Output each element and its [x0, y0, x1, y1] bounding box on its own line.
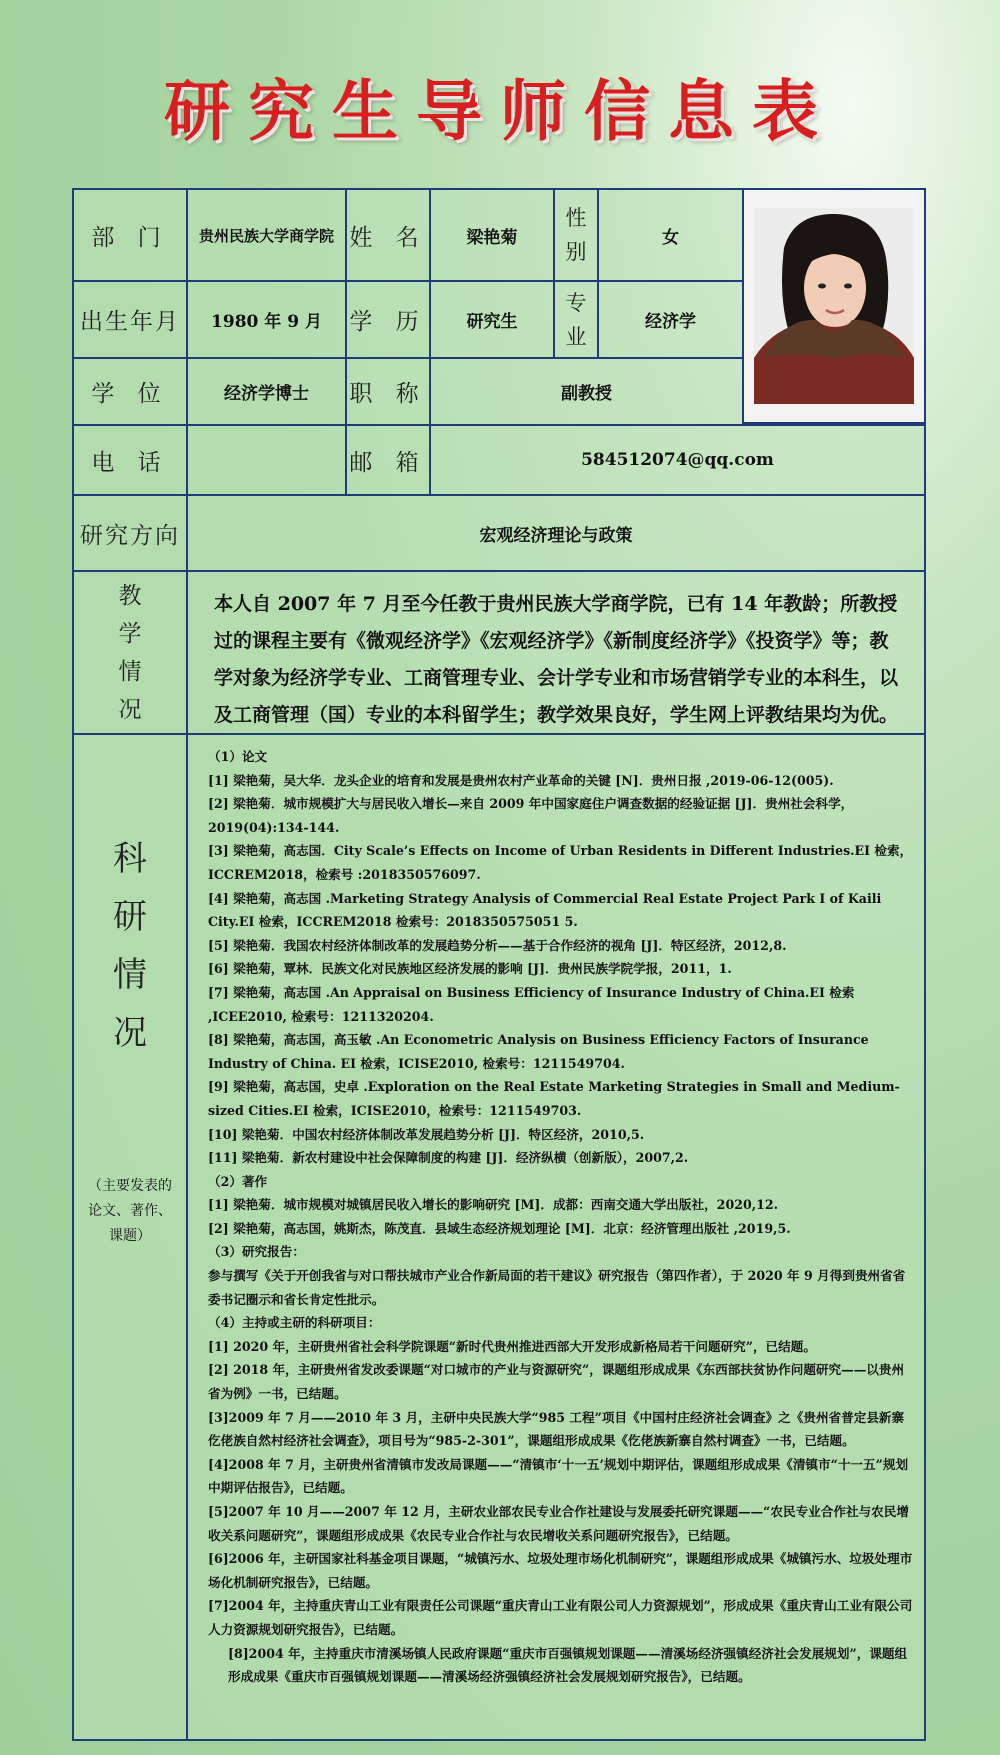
portrait-illustration: [754, 208, 914, 404]
research-line: （3）研究报告：: [208, 1244, 305, 1260]
teaching-content: 本人自 2007 年 7 月至今任教于贵州民族大学商学院，已有 14 年教龄；所教授过的课程主要有《微观经济学》《宏观经济学》《新制度经济学》《投资学》等；教学对象为经济学专业、工商管理专业、会计学专业和市场营销学专业的本科生，以及工商管理（国）专业的本科留学生；教学效果良好，学生网上评教结果均为优。: [214, 593, 899, 726]
teaching-content-cell: [186, 570, 926, 735]
research-line: [9] 梁艳菊，高志国，史卓 .Exploration on the Real Estate Marketing Strategies in Small and Medium-sized Cities.EI 检索，ICISE2010，检索号：1211549703.: [208, 1079, 900, 1118]
title-label-cell: [345, 357, 431, 426]
major-label-cell: [553, 280, 599, 359]
education-value-cell: [429, 280, 555, 359]
gender-label-cell: [553, 188, 599, 282]
title-value-cell: [429, 357, 744, 426]
research-line: [1] 梁艳菊，吴大华．龙头企业的培育和发展是贵州农村产业革命的关键 [N]．贵州日报 ,2019-06-12(005).: [208, 772, 834, 788]
portrait-photo: [754, 208, 914, 404]
department-value: 贵州民族大学商学院: [198, 226, 334, 245]
research-line: [7]2004 年，主持重庆青山工业有限责任公司课题“重庆青山工业有限公司人力资源规划”，形成成果《重庆青山工业有限公司人力资源规划研究报告》，已结题。: [208, 1598, 913, 1637]
department-value-cell: [186, 188, 347, 282]
teaching-label: 教学情况: [118, 582, 142, 723]
name-value-cell: [429, 188, 555, 282]
title-value: 副教授: [561, 384, 612, 404]
research-line: [7] 梁艳菊，高志国 .An Appraisal on Business Efficiency of Insurance Industry of China.EI 检索 ,ICEE2010, 检索号：1211320204.: [208, 984, 855, 1024]
email-label: 邮 箱: [349, 449, 427, 476]
birth-value-cell: [186, 280, 347, 359]
education-label-cell: [345, 280, 431, 359]
birth-label-cell: [72, 280, 188, 359]
teaching-label-cell: [72, 570, 188, 735]
major-value-cell: [597, 280, 744, 359]
phone-label-cell: [72, 424, 188, 496]
email-value: 584512074@qq.com: [581, 450, 774, 470]
research-line: [2] 梁艳菊．城市规模扩大与居民收入增长—来自 2009 年中国家庭住户调查数据的经验证据 [J]．贵州社会科学，2019(04):134-144.: [208, 796, 854, 835]
research-line: [2] 梁艳菊，高志国，姚斯杰，陈茂直．县域生态经济规划理论 [M]．北京：经济管理出版社 ,2019,5.: [208, 1220, 791, 1236]
research-line: [5] 梁艳菊．我国农村经济体制改革的发展趋势分析——基于合作经济的视角 [J]．特区经济，2012,8.: [208, 937, 787, 953]
research-line: （4）主持或主研的科研项目：: [208, 1315, 381, 1331]
research-content-cell: [186, 733, 926, 1741]
research-label-cell: [72, 733, 188, 1741]
major-label: 专业: [565, 290, 587, 349]
direction-value: 宏观经济理论与政策: [479, 525, 633, 546]
research-label: 科研情况: [113, 839, 147, 1053]
research-line: （2）著作: [208, 1173, 268, 1189]
research-line: [6]2006 年，主研国家社科基金项目课题，“城镇污水、垃圾处理市场化机制研究”，课题组形成成果《城镇污水、垃圾处理市场化机制研究报告》，已结题。: [208, 1551, 913, 1590]
research-line: [10] 梁艳菊．中国农村经济体制改革发展趋势分析 [J]．特区经济，2010,5.: [208, 1126, 645, 1142]
photo-cell: [742, 188, 926, 424]
major-value: 经济学: [645, 312, 696, 332]
name-label: 姓 名: [349, 224, 427, 251]
research-line: 参与撰写《关于开创我省与对口帮扶城市产业合作新局面的若干建议》研究报告（第四作者），于 2020 年 9 月得到贵州省省委书记圈示和省长肯定性批示。: [208, 1268, 906, 1307]
research-line: [6] 梁艳菊，覃林．民族文化对民族地区经济发展的影响 [J]．贵州民族学院学报，2011，1.: [208, 961, 732, 977]
research-line: [8]2004 年，主持重庆市清溪场镇人民政府课题“重庆市百强镇规划课题——清溪场经济强镇经济社会发展规划”，课题组形成成果《重庆市百强镇规划课题——清溪场经济强镇经济社会发展规划研究报告》，已结题。: [228, 1645, 908, 1685]
email-label-cell: [345, 424, 431, 496]
degree-label: 学 位: [91, 381, 169, 407]
phone-label: 电 话: [91, 449, 169, 476]
phone-value-cell: [186, 424, 347, 496]
direction-label-cell: [72, 494, 188, 572]
research-note: （主要发表的论文、著作、课题）: [88, 1178, 172, 1244]
education-value: 研究生: [466, 312, 518, 332]
department-label-cell: [72, 188, 188, 282]
research-line: [3]2009 年 7 月——2010 年 3 月，主研中央民族大学“985 工程”项目《中国村庄经济社会调查》之《贵州省普定县新寨仡佬族自然村经济社会调查》，项目号为“985-2-301”，课题组形成成果《仡佬族新寨自然村调查》一书，已结题。: [208, 1409, 905, 1449]
degree-label-cell: [72, 357, 188, 426]
research-line: [4] 梁艳菊，高志国 .Marketing Strategy Analysis of Commercial Real Estate Project Park Ⅰ of Kaili City.EI 检索，ICCREM2018 检索号：2018350575051 5.: [208, 890, 882, 930]
direction-label: 研究方向: [80, 522, 180, 549]
department-label: 部 门: [91, 224, 169, 251]
email-value-cell: [429, 424, 926, 496]
research-line: （1）论文: [208, 749, 268, 764]
research-line: [2] 2018 年，主研贵州省发改委课题“对口城市的产业与资源研究”，课题组形成成果《东西部扶贫协作问题研究——以贵州省为例》一书，已结题。: [208, 1362, 905, 1402]
research-line: [1] 2020 年，主研贵州省社会科学院课题“新时代贵州推进西部大开发形成新格局若干问题研究”，已结题。: [208, 1338, 816, 1354]
research-line: [4]2008 年 7 月，主研贵州省清镇市发改局课题——“清镇市‘十一五’规划中期评估，课题组形成成果《清镇市“十一五”规划中期评估报告》，已结题。: [208, 1456, 909, 1496]
birth-value: 1980 年 9 月: [211, 312, 322, 332]
research-line: [11] 梁艳菊．新农村建设中社会保障制度的构建 [J]．经济纵横（创新版），2007,2.: [208, 1150, 689, 1166]
birth-label: 出生年月: [80, 309, 180, 335]
education-label: 学 历: [349, 309, 427, 335]
name-value: 梁艳菊: [466, 227, 518, 248]
page-title: 研究生导师信息表: [164, 73, 836, 150]
research-line: [3] 梁艳菊，高志国．City Scale’s Effects on Income of Urban Residents in Different Industries.EI 检索，ICCREM2018，检索号 :2018350576097.: [208, 843, 913, 882]
research-line: [5]2007 年 10 月——2007 年 12 月，主研农业部农民专业合作社建设与发展委托研究课题——“农民专业合作社与农民增收关系问题研究”，课题组形成成果《农民专业合作社与农民增收关系问题研究报告》，已结题。: [208, 1504, 909, 1543]
degree-value: 经济学博士: [224, 384, 309, 404]
research-line: [8] 梁艳菊，高志国，高玉敏 .An Econometric Analysis on Business Efficiency Factors of Insurance Industry of China. EI 检索，ICISE2010, 检索号：1211549704.: [208, 1032, 869, 1071]
gender-value: 女: [662, 227, 679, 248]
degree-value-cell: [186, 357, 347, 426]
research-line: [1] 梁艳菊．城市规模对城镇居民收入增长的影响研究 [M]．成都：西南交通大学出版社，2020,12.: [208, 1197, 779, 1213]
title-label: 职 称: [349, 381, 427, 407]
gender-value-cell: [597, 188, 744, 282]
gender-label: 性别: [565, 206, 587, 264]
name-label-cell: [345, 188, 431, 282]
direction-value-cell: [186, 494, 926, 572]
